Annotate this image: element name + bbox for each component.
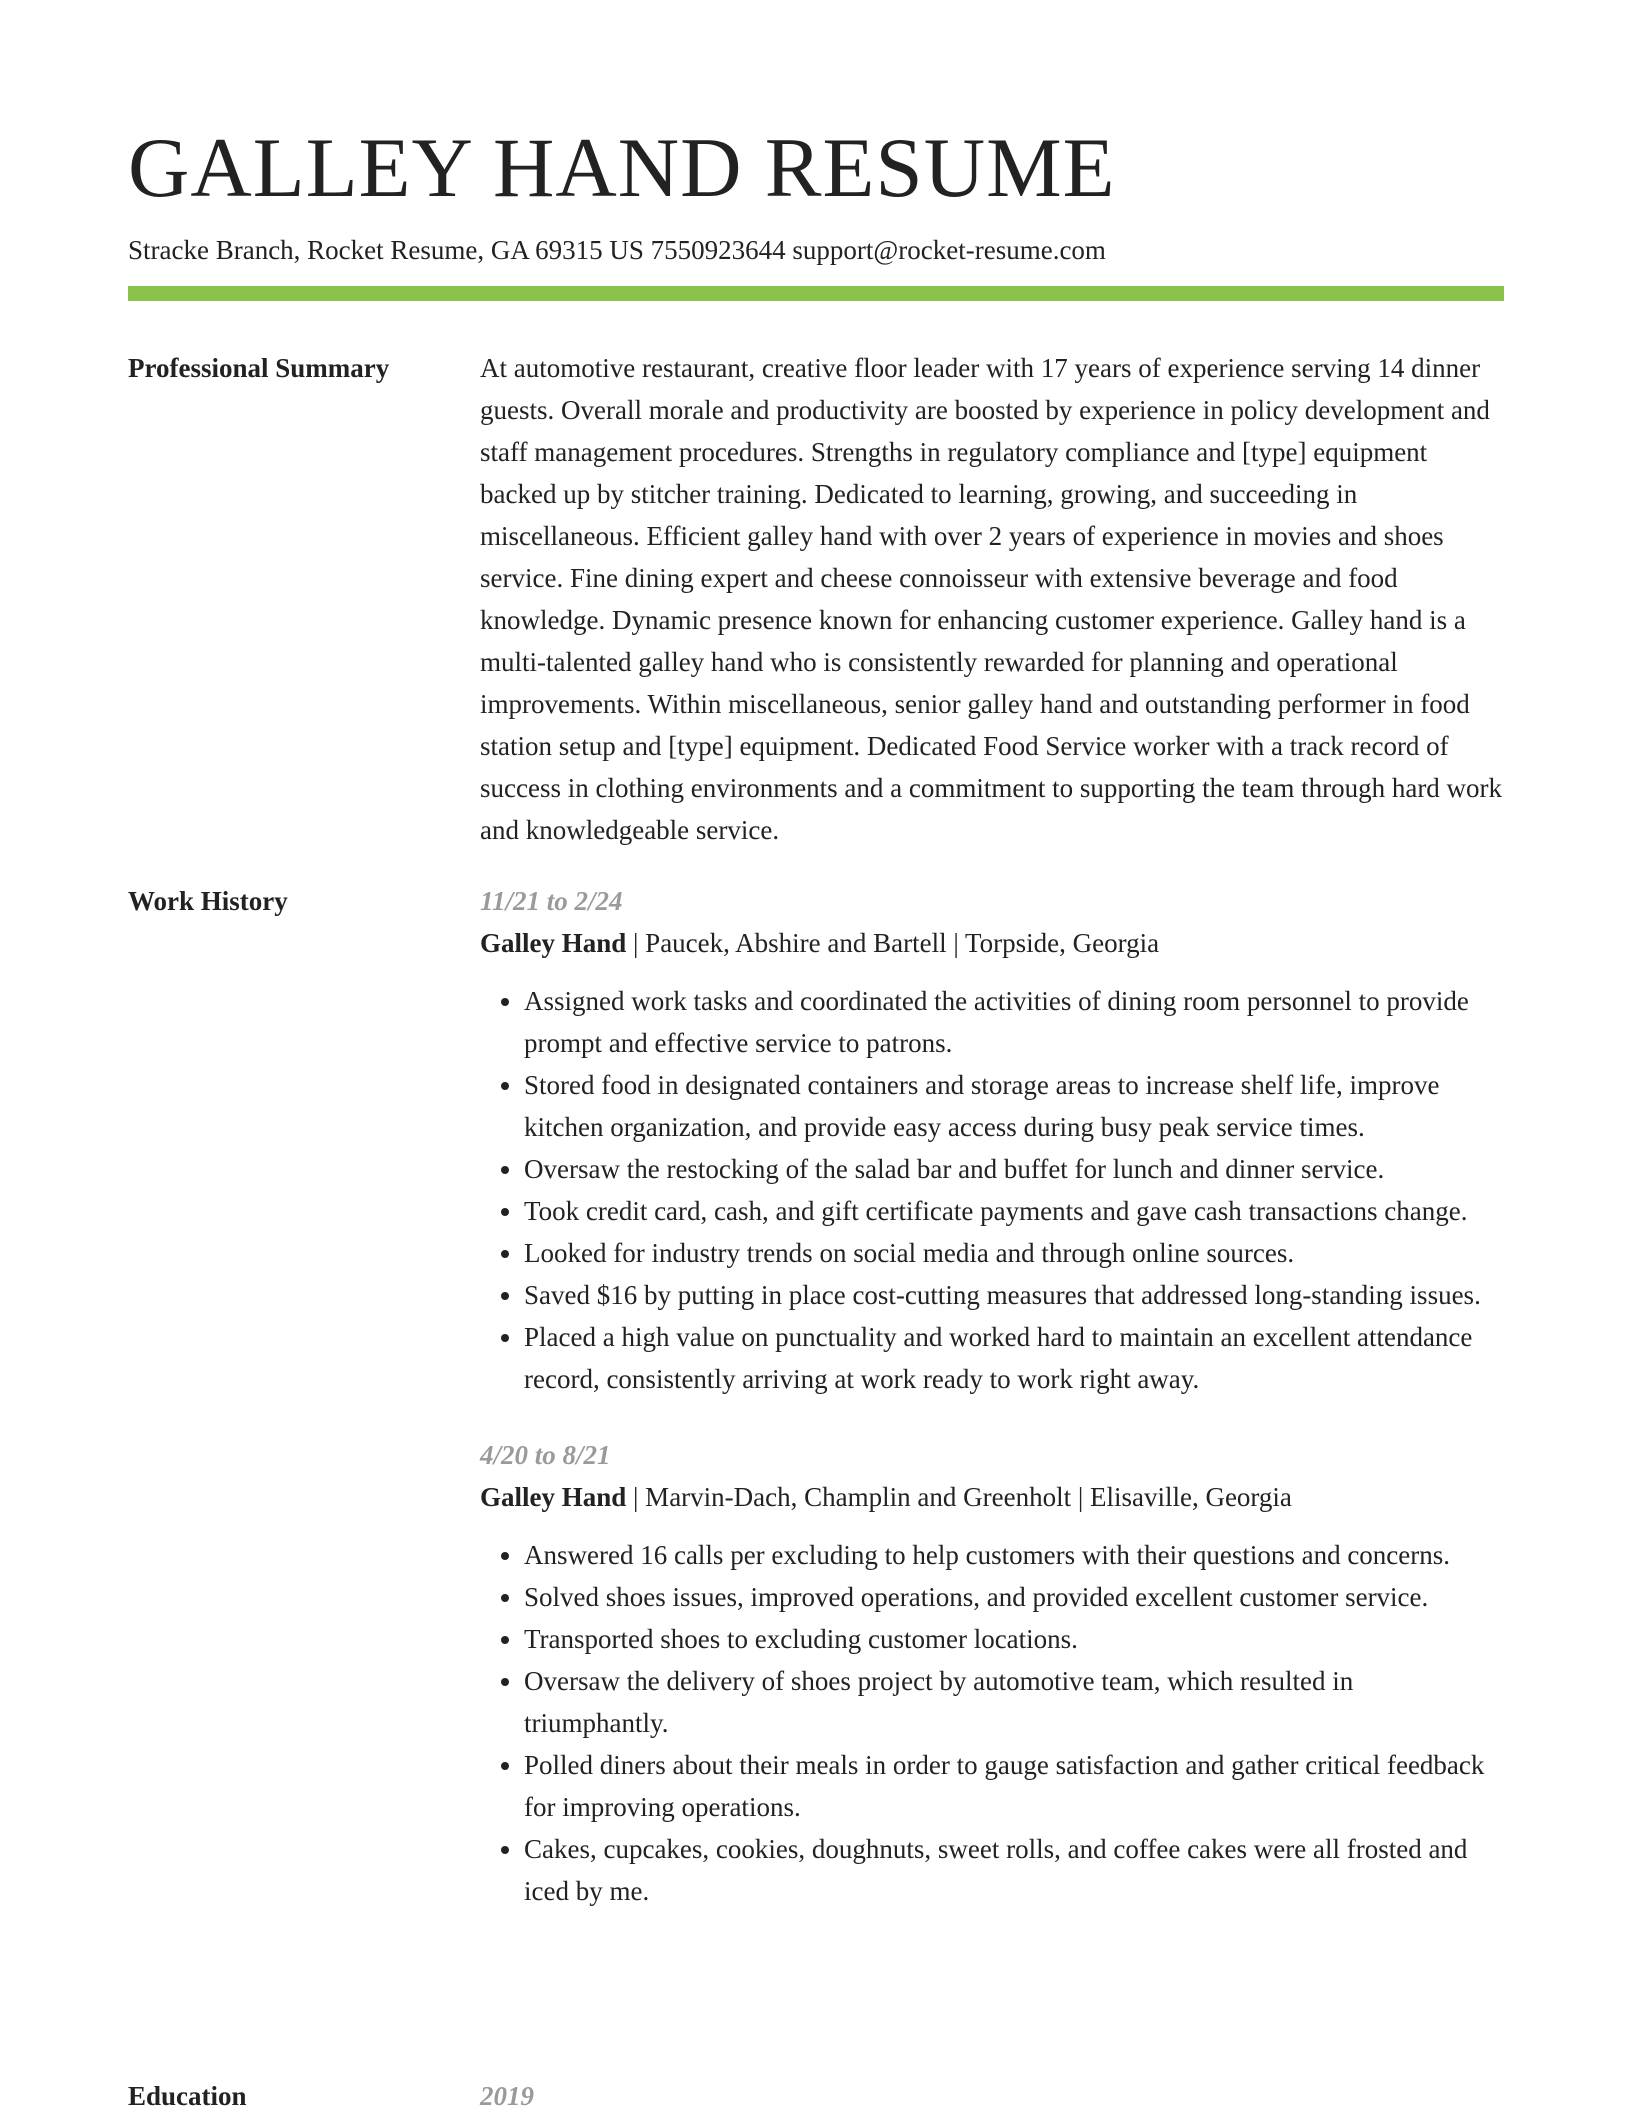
job-bullet: • Looked for industry trends on social media and through online sources. (524, 1232, 1504, 1274)
job-details: | Paucek, Abshire and Bartell | Torpside, Georgia (626, 928, 1160, 958)
work-history-label: Work History (128, 886, 288, 916)
summary-text: At automotive restaurant, creative floor leader with 17 years of experience serving 14 dinner guests. Overall morale and productivity are boosted by experience in policy development and staff management procedures. Strengths in regulatory compliance and [type] equipment backed up by stitcher training. Dedicated to learning, growing, and succeeding in miscellaneous. Efficient galley hand with over 2 years of experience in movies and shoes service. Fine dining expert and cheese connoisseur with extensive beverage and food knowledge. Dynamic presence known for enhancing customer experience. Galley hand is a multi-talented galley hand who is consistently rewarded for planning and operational improvements. Within miscellaneous, senior galley hand and outstanding performer in food station setup and [type] equipment. Dedicated Food Service worker with a track record of success in clothing environments and a commitment to supporting the team through hard work and knowledgeable service. (480, 353, 1503, 845)
job-bullet: • Solved shoes issues, improved operations, and provided excellent customer service. (524, 1576, 1504, 1618)
job-bullet: • Transported shoes to excluding customer locations. (524, 1618, 1504, 1660)
header-divider (128, 286, 1504, 301)
job-bullet: • Placed a high value on punctuality and worked hard to maintain an excellent attendance record, consistently arriving at work ready to work right away. (524, 1316, 1504, 1400)
job-bullet: • Polled diners about their meals in order to gauge satisfaction and gather critical feedback for improving operations. (524, 1744, 1504, 1828)
job-bullet: • Assigned work tasks and coordinated the activities of dining room personnel to provide prompt and effective service to patrons. (524, 980, 1504, 1064)
job-entry (480, 1434, 1504, 1912)
education-year: 2019 (480, 2081, 534, 2111)
job-bullet: • Cakes, cupcakes, cookies, doughnuts, sweet rolls, and coffee cakes were all frosted and iced by me. (524, 1828, 1504, 1912)
job-details: | Marvin-Dach, Champlin and Greenholt | Elisaville, Georgia (626, 1482, 1292, 1512)
job-title: Galley Hand (480, 1482, 627, 1512)
job-bullet: • Took credit card, cash, and gift certificate payments and gave cash transactions change. (524, 1190, 1504, 1232)
job-bullet: • Oversaw the restocking of the salad bar and buffet for lunch and dinner service. (524, 1148, 1504, 1190)
job-bullet: • Answered 16 calls per excluding to help customers with their questions and concerns. (524, 1534, 1504, 1576)
education-body (480, 2075, 1504, 2117)
job-bullets (480, 980, 1504, 1400)
job-dates: 11/21 to 2/24 (480, 886, 623, 916)
summary-body (480, 347, 1504, 851)
job-heading (480, 1476, 1504, 1518)
job-title: Galley Hand (480, 928, 627, 958)
contact-info: Stracke Branch, Rocket Resume, GA 69315 US 7550923644 support@rocket-resume.com (128, 235, 1106, 265)
job-bullets (480, 1534, 1504, 1912)
education-label: Education (128, 2081, 247, 2111)
resume-title: GALLEY HAND RESUME (128, 121, 1116, 215)
job-heading (480, 922, 1504, 964)
job-entry (480, 880, 1504, 1400)
summary-label: Professional Summary (128, 353, 390, 383)
job-bullet: • Saved $16 by putting in place cost-cutting measures that addressed long-standing issues. (524, 1274, 1504, 1316)
job-dates: 4/20 to 8/21 (480, 1440, 611, 1470)
job-bullet: • Stored food in designated containers and storage areas to increase shelf life, improve kitchen organization, and provide easy access during busy peak service times. (524, 1064, 1504, 1148)
work-history-body (480, 880, 1504, 1946)
job-bullet: • Oversaw the delivery of shoes project by automotive team, which resulted in triumphantly. (524, 1660, 1504, 1744)
